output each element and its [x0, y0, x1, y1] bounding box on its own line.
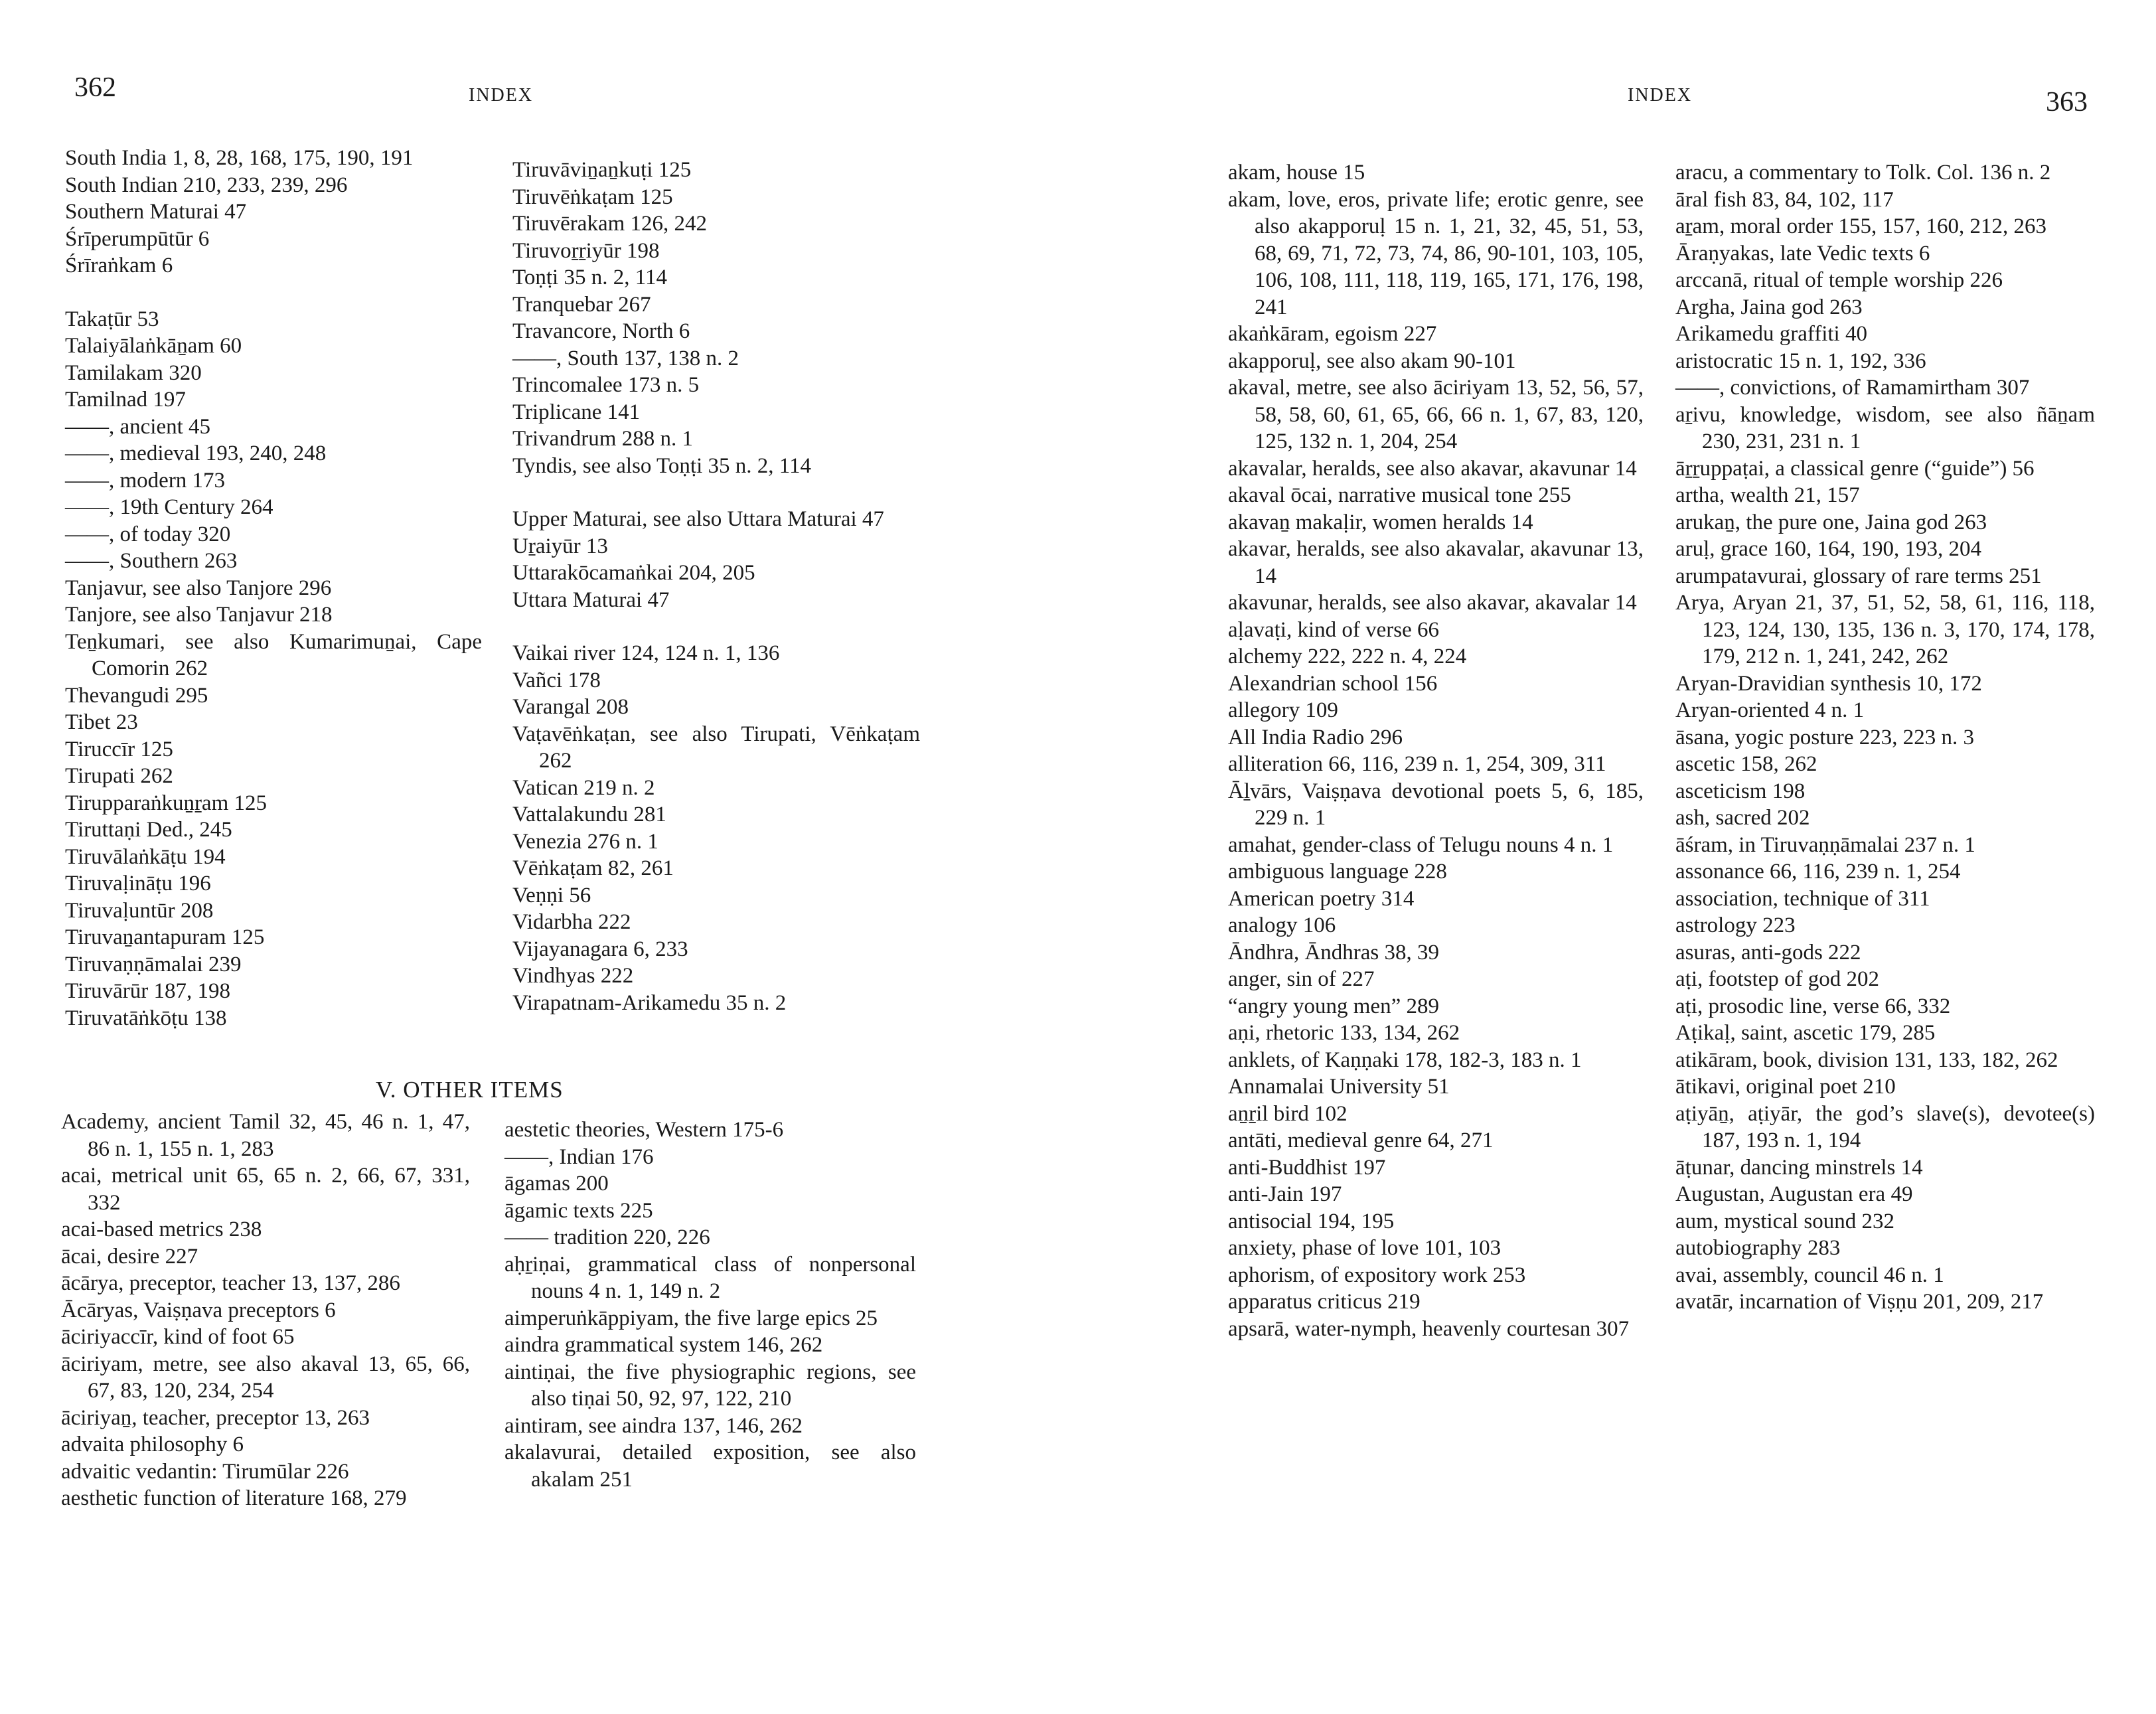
index-entry: ——, modern 173	[65, 468, 226, 493]
index-entry: All India Radio 296	[1228, 725, 1403, 749]
index-entry: Aryan-oriented 4 n. 1	[1675, 698, 1865, 722]
index-entry: Trincomalee 173 n. 5	[512, 373, 700, 397]
index-entry: astrology 223	[1675, 913, 1796, 937]
index-entry: apparatus criticus 219	[1228, 1290, 1421, 1314]
index-entry: ascetic 158, 262	[1675, 752, 1817, 776]
index-entry: Vidarbha 222	[512, 910, 631, 934]
index-entry: avai, assembly, council 46 n. 1	[1675, 1263, 1944, 1287]
index-entry: aum, mystical sound 232	[1675, 1209, 1894, 1233]
index-column-items-2	[504, 1117, 916, 1493]
index-entry: alliteration 66, 116, 239 n. 1, 254, 309, 311	[1228, 752, 1606, 776]
index-entry: Arya, Aryan 21, 37, 51, 52, 58, 61, 116, 118, 123, 124, 130, 135, 136 n. 3, 170, 174, 178, 179, 212 n. 1, 241, 242, 262	[1675, 591, 2095, 668]
index-entry: Ācāryas, Vaiṣṇava preceptors 6	[61, 1298, 336, 1322]
index-entry: aintiram, see aindra 137, 146, 262	[504, 1413, 803, 1438]
index-entry: Tamilnad 197	[65, 388, 186, 412]
index-entry: Tirupati 262	[65, 764, 173, 788]
index-entry: aracu, a commentary to Tolk. Col. 136 n. 2	[1675, 161, 2051, 185]
index-entry: assonance 66, 116, 239 n. 1, 254	[1675, 860, 1961, 884]
index-entry: aṇi, rhetoric 133, 134, 262	[1228, 1021, 1460, 1045]
index-entry: āṭunar, dancing minstrels 14	[1675, 1155, 1923, 1180]
index-entry: Tiruvāviṉaṉkuṭi 125	[512, 158, 692, 182]
index-entry: aintiṇai, the five physiographic regions, see also tiṇai 50, 92, 97, 122, 210	[504, 1360, 916, 1411]
index-entry: arumpatavurai, glossary of rare terms 251	[1675, 564, 2042, 588]
index-entry: aṉṟil bird 102	[1228, 1101, 1348, 1126]
index-entry: āgamas 200	[504, 1172, 609, 1196]
index-entry: Tiruvērakam 126, 242	[512, 212, 708, 236]
running-head: INDEX	[469, 85, 534, 106]
index-entry: advaitic vedantin: Tirumūlar 226	[61, 1459, 349, 1484]
index-entry: Tiruvatāṅkōṭu 138	[65, 1006, 227, 1030]
index-entry: aṟivu, knowledge, wisdom, see also ñāṉam 230, 231, 231 n. 1	[1675, 402, 2095, 453]
index-entry: advaita philosophy 6	[61, 1433, 244, 1456]
index-entry: aestetic theories, Western 175-6	[504, 1118, 784, 1142]
index-entry: —— tradition 220, 226	[504, 1225, 710, 1249]
index-entry: anger, sin of 227	[1228, 967, 1375, 991]
page-number: 363	[2046, 87, 2088, 117]
index-entry: Augustan, Augustan era 49	[1675, 1182, 1913, 1206]
index-entry: Tirupparaṅkuṉṟam 125	[65, 791, 267, 815]
index-entry: antisocial 194, 195	[1228, 1209, 1395, 1233]
index-entry: ——, South 137, 138 n. 2	[512, 346, 739, 370]
index-entry: aruḷ, grace 160, 164, 190, 193, 204	[1675, 537, 1981, 561]
index-entry: Uttarakōcamaṅkai 204, 205	[512, 561, 755, 585]
index-entry: Tanjore, see also Tanjavur 218	[65, 603, 333, 627]
index-entry: aphorism, of expository work 253	[1228, 1263, 1526, 1287]
index-entry: Tiruvālaṅkāṭu 194	[65, 844, 226, 869]
index-entry: Śrīraṅkam 6	[65, 254, 173, 277]
index-entry: Tiruccīr 125	[65, 737, 173, 761]
index-entry: Āḻvārs, Vaiṣṇava devotional poets 5, 6, 185, 229 n. 1	[1228, 779, 1644, 830]
index-entry: association, technique of 311	[1675, 886, 1930, 911]
index-entry: antāti, medieval genre 64, 271	[1228, 1129, 1494, 1152]
index-entry: akavaṉ makaḷir, women heralds 14	[1228, 510, 1533, 534]
index-entry: arukaṉ, the pure one, Jaina god 263	[1675, 510, 1987, 534]
index-entry: āsana, yogic posture 223, 223 n. 3	[1675, 725, 1974, 749]
index-entry: Triplicane 141	[512, 400, 641, 424]
index-entry: aṭiyāṉ, aṭiyār, the god’s slave(s), devotee(s) 187, 193 n. 1, 194	[1675, 1101, 2095, 1152]
index-entry: anti-Buddhist 197	[1228, 1155, 1386, 1180]
index-entry: āśram, in Tiruvaṇṇāmalai 237 n. 1	[1675, 832, 1975, 857]
index-entry: Tiruvaṇṇāmalai 239	[65, 952, 242, 976]
index-column-items-1	[61, 1109, 470, 1512]
index-entry: Trivandrum 288 n. 1	[512, 427, 693, 451]
index-entry: Āraṇyakas, late Vedic texts 6	[1675, 241, 1930, 266]
index-entry: Thevangudi 295	[65, 683, 208, 708]
index-entry: ——, Southern 263	[65, 549, 238, 573]
index-entry: aimperuṅkāppiyam, the five large epics 25	[504, 1306, 878, 1330]
index-entry: ash, sacred 202	[1675, 806, 1810, 830]
index-entry: Tyndis, see also Toṇṭi 35 n. 2, 114	[512, 453, 812, 478]
index-column-items-4	[1675, 159, 2095, 1316]
index-entry: ——, medieval 193, 240, 248	[65, 441, 327, 465]
running-head: INDEX	[1628, 85, 1693, 106]
index-entry: Vijayanagara 6, 233	[512, 937, 688, 961]
index-entry: atikāram, book, division 131, 133, 182, 262	[1675, 1048, 2058, 1072]
index-entry: acai-based metrics 238	[61, 1217, 262, 1241]
index-entry: Argha, Jaina god 263	[1675, 295, 1863, 319]
index-entry: South Indian 210, 233, 239, 296	[65, 173, 348, 197]
index-entry: Tiruvaṉantapuram 125	[65, 925, 265, 949]
index-entry: Aryan-Dravidian synthesis 10, 172	[1675, 671, 1982, 696]
index-entry: Śrīperumpūtūr 6	[65, 226, 210, 251]
group-spacer	[512, 613, 920, 640]
index-entry: Takaṭūr 53	[65, 307, 159, 331]
index-entry: akapporuḷ, see also akam 90-101	[1228, 349, 1516, 373]
index-entry: aṟam, moral order 155, 157, 160, 212, 263	[1675, 214, 2047, 238]
index-entry: Vañci 178	[512, 668, 601, 692]
index-entry: Travancore, North 6	[512, 319, 690, 343]
index-entry: āral fish 83, 84, 102, 117	[1675, 187, 1894, 212]
index-entry: aesthetic function of literature 168, 279	[61, 1486, 407, 1510]
index-entry: Āndhra, Āndhras 38, 39	[1228, 940, 1440, 965]
index-entry: akaṅkāram, egoism 227	[1228, 322, 1437, 346]
index-entry: Southern Maturai 47	[65, 200, 247, 224]
index-entry: Teṉkumari, see also Kumarimuṉai, Cape Comorin 262	[65, 629, 482, 680]
index-entry: apsarā, water-nymph, heavenly courtesan 307	[1228, 1316, 1630, 1341]
index-entry: Tanjavur, see also Tanjore 296	[65, 576, 332, 600]
index-entry: acai, metrical unit 65, 65 n. 2, 66, 67, 331, 332	[61, 1164, 470, 1215]
index-entry: Talaiyālaṅkāṉam 60	[65, 334, 242, 358]
index-entry: Tamilakam 320	[65, 360, 202, 385]
index-entry: aindra grammatical system 146, 262	[504, 1333, 823, 1357]
index-entry: aḥṟiṇai, grammatical class of nonpersonal nouns 4 n. 1, 149 n. 2	[504, 1252, 916, 1303]
index-entry: American poetry 314	[1228, 886, 1415, 911]
index-entry: āciriyaṉ, teacher, preceptor 13, 263	[61, 1405, 370, 1430]
index-column-places-2	[512, 157, 920, 1016]
index-entry: Tiruvaḷināṭu 196	[65, 872, 211, 896]
index-entry: Vaikai river 124, 124 n. 1, 136	[512, 641, 780, 665]
index-entry: akam, love, eros, private life; erotic genre, see also akapporuḷ 15 n. 1, 21, 32, 45, 51, 53, 68, 69, 71, 72, 73, 74, 86, 90-101, 103, 105, 106, 108, 111, 118, 119, 165, 171, 176, 198, 241	[1228, 187, 1644, 319]
index-entry: āgamic texts 225	[504, 1198, 653, 1223]
index-entry: ——, Indian 176	[504, 1144, 654, 1169]
page-number: 362	[74, 72, 116, 103]
index-entry: Vattalakundu 281	[512, 803, 666, 826]
index-entry: Vaṭavēṅkaṭan, see also Tirupati, Vēṅkaṭam 262	[512, 722, 920, 773]
index-entry: āciriyam, metre, see also akaval 13, 65, 66, 67, 83, 120, 234, 254	[61, 1352, 470, 1403]
index-entry: āciriyaccīr, kind of foot 65	[61, 1325, 295, 1349]
index-entry: aḷavaṭi, kind of verse 66	[1228, 617, 1439, 642]
index-entry: Virapatnam-Arikamedu 35 n. 2	[512, 990, 787, 1015]
index-entry: anti-Jain 197	[1228, 1182, 1342, 1206]
index-entry: Tiruvēṅkaṭam 125	[512, 185, 673, 209]
index-entry: Tiruvoṟṟiyūr 198	[512, 238, 660, 263]
index-entry: akalavurai, detailed exposition, see also akalam 251	[504, 1441, 916, 1492]
index-entry: asceticism 198	[1675, 779, 1806, 803]
index-entry: asuras, anti-gods 222	[1675, 940, 1861, 965]
right-page	[1078, 0, 2156, 1714]
index-entry: Vēṅkaṭam 82, 261	[512, 856, 674, 880]
index-entry: avatār, incarnation of Viṣṇu 201, 209, 217	[1675, 1290, 2044, 1314]
index-entry: amahat, gender-class of Telugu nouns 4 n. 1	[1228, 832, 1614, 857]
index-entry: akam, house 15	[1228, 161, 1365, 185]
index-entry: analogy 106	[1228, 913, 1336, 937]
index-entry: ātikavi, original poet 210	[1675, 1075, 1896, 1099]
index-entry: Varangal 208	[512, 695, 629, 719]
index-entry: Aṭikaḷ, saint, ascetic 179, 285	[1675, 1021, 1936, 1045]
index-entry: Tiruvārūr 187, 198	[65, 979, 231, 1003]
index-entry: akavunar, heralds, see also akavar, akavalar 14	[1228, 591, 1637, 615]
index-entry: “angry young men” 289	[1228, 994, 1439, 1018]
index-entry: South India 1, 8, 28, 168, 175, 190, 191	[65, 146, 414, 170]
index-entry: Tranquebar 267	[512, 292, 651, 317]
index-entry: allegory 109	[1228, 698, 1338, 722]
index-entry: Arikamedu graffiti 40	[1675, 322, 1867, 346]
index-entry: alchemy 222, 222 n. 4, 224	[1228, 645, 1467, 668]
index-entry: akavar, heralds, see also akavalar, akavunar 13, 14	[1228, 537, 1644, 588]
index-entry: Tiruvaḷuntūr 208	[65, 898, 214, 923]
index-entry: aṭi, footstep of god 202	[1675, 967, 1880, 991]
index-entry: Academy, ancient Tamil 32, 45, 46 n. 1, 47, 86 n. 1, 155 n. 1, 283	[61, 1110, 470, 1161]
index-entry: Alexandrian school 156	[1228, 671, 1438, 696]
index-entry: ācai, desire 227	[61, 1244, 198, 1269]
index-entry: Vindhyas 222	[512, 964, 634, 988]
index-column-items-3	[1228, 159, 1644, 1342]
index-entry: āṟṟuppaṭai, a classical genre (“guide”) 56	[1675, 456, 2035, 481]
index-entry: Annamalai University 51	[1228, 1075, 1450, 1099]
index-entry: anklets, of Kaṇṇaki 178, 182-3, 183 n. 1	[1228, 1048, 1582, 1072]
index-entry: Tiruttaṇi Ded., 245	[65, 818, 232, 842]
index-entry: anxiety, phase of love 101, 103	[1228, 1236, 1502, 1260]
index-entry: Veṇṇi 56	[512, 883, 591, 907]
index-entry: ——, 19th Century 264	[65, 495, 273, 519]
index-entry: Tibet 23	[65, 710, 138, 734]
index-entry: ——, of today 320	[65, 522, 231, 546]
index-entry: Venezia 276 n. 1	[512, 829, 658, 854]
index-entry: ācārya, preceptor, teacher 13, 137, 286	[61, 1271, 400, 1295]
index-column-places-1	[65, 145, 482, 1032]
index-entry: autobiography 283	[1675, 1236, 1841, 1260]
index-entry: ——, ancient 45	[65, 414, 211, 439]
index-entry: artha, wealth 21, 157	[1675, 483, 1860, 507]
index-entry: ambiguous language 228	[1228, 860, 1447, 884]
section-title: V. OTHER ITEMS	[376, 1077, 564, 1103]
index-entry: akaval, metre, see also āciriyam 13, 52, 56, 57, 58, 58, 60, 61, 65, 66, 66 n. 1, 67, 83, 120, 125, 132 n. 1, 204, 254	[1228, 376, 1644, 453]
index-entry: akaval ōcai, narrative musical tone 255	[1228, 483, 1571, 507]
group-spacer	[512, 479, 920, 506]
index-entry: arccanā, ritual of temple worship 226	[1675, 268, 2003, 292]
index-entry: aristocratic 15 n. 1, 192, 336	[1675, 349, 1926, 373]
index-entry: aṭi, prosodic line, verse 66, 332	[1675, 994, 1951, 1018]
index-entry: akavalar, heralds, see also akavar, akavunar 14	[1228, 456, 1637, 481]
index-entry: Upper Maturai, see also Uttara Maturai 47	[512, 507, 884, 531]
index-entry: Vatican 219 n. 2	[512, 775, 655, 800]
index-entry: ——, convictions, of Ramamirtham 307	[1675, 376, 2030, 400]
group-spacer	[65, 279, 482, 306]
index-entry: Toṇṭi 35 n. 2, 114	[512, 266, 667, 289]
index-entry: Uṟaiyūr 13	[512, 534, 608, 558]
index-entry: Uttara Maturai 47	[512, 587, 670, 612]
